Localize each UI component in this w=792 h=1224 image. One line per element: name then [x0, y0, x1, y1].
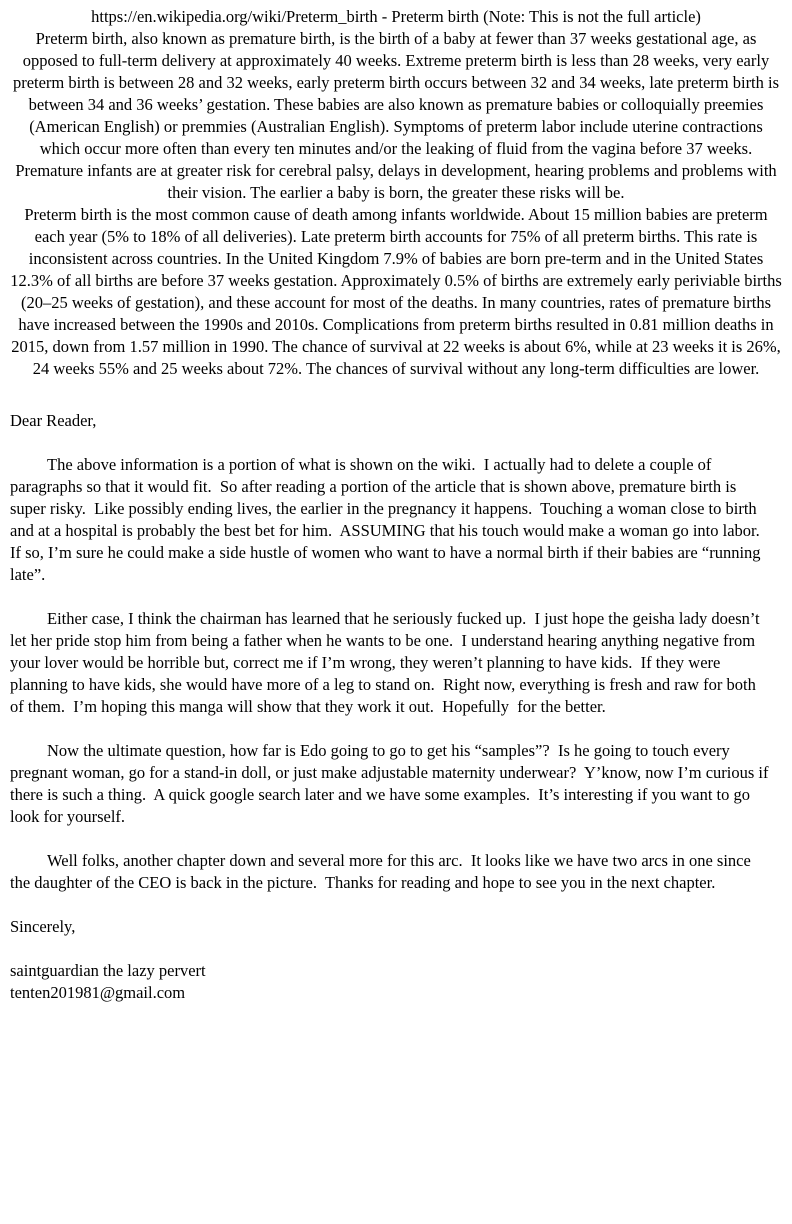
wiki-paragraph-2: Preterm birth is the most common cause of death among infants worldwide. About 15 million babies are preterm each year (5% to 18% of all deliveries). Late preterm birth accounts for 75% of all preterm births. This rate is inconsistent across countries. In the United Kingdom 7.9% of babies are born pre-term and in the United States 12.3% of all births are before 37 weeks gestation. Approximately 0.5% of births are extremely early periviable births (20–25 weeks of gestation), and these account for most of the deaths. In many countries, rates of premature births have increased between the 1990s and 2010s. Complications from preterm births resulted in 0.81 million deaths in 2015, down from 1.57 million in 1990. The chance of survival at 22 weeks is about 6%, while at 23 weeks it is 26%, 24 weeks 55% and 25 weeks about 72%. The chances of survival without any long-term difficulties are lower.: [10, 205, 782, 378]
wiki-excerpt: [0, 6, 792, 380]
letter-paragraph-3: Now the ultimate question, how far is Edo going to go to get his “samples”? Is he going to touch every pregnant woman, go for a stand-in doll, or just make adjustable maternity underwear? Y’know, now I’m curious if there is such a thing. A quick google search later and we have some examples. It’s interesting if you want to go look for yourself.: [10, 741, 773, 826]
letter-body: [0, 410, 792, 1004]
signature-email: tenten201981@gmail.com: [10, 983, 186, 1002]
letter-closing: Sincerely,: [10, 917, 76, 936]
wiki-paragraph-1: Preterm birth, also known as premature birth, is the birth of a baby at fewer than 37 weeks gestational age, as opposed to full-term delivery at approximately 40 weeks. Extreme preterm birth is less than 28 weeks, very early preterm birth is between 28 and 32 weeks, early preterm birth occurs between 32 and 34 weeks, late preterm birth is between 34 and 36 weeks’ gestation. These babies are also known as premature babies or colloquially preemies (American English) or premmies (Australian English). Symptoms of preterm labor include uterine contractions which occur more often than every ten minutes and/or the leaking of fluid from the vagina before 37 weeks. Premature infants are at greater risk for cerebral palsy, delays in development, hearing problems and problems with their vision. The earlier a baby is born, the greater these risks will be.: [12, 29, 780, 202]
letter-salutation: Dear Reader,: [10, 411, 97, 430]
letter-paragraph-1: The above information is a portion of what is shown on the wiki. I actually had to delete a couple of paragraphs so that it would fit. So after reading a portion of the article that is shown above, premature birth is super risky. Like possibly ending lives, the earlier in the pregnancy it happens. Touching a woman close to birth and at a hospital is probably the best bet for him. ASSUMING that his touch would make a woman go into labor. If so, I’m sure he could make a side hustle of women who want to have a normal birth if their babies are “running late”.: [10, 455, 768, 584]
letter-paragraph-2: Either case, I think the chairman has learned that he seriously fucked up. I just hope the geisha lady doesn’t let her pride stop him from being a father when he wants to be one. I understand hearing anything negative from your lover would be horrible but, correct me if I’m wrong, they weren’t planning to have kids. If they were planning to have kids, she would have more of a leg to stand on. Right now, everything is fresh and raw for both of them. I’m hoping this manga will show that they work it out. Hopefully for the better.: [10, 609, 764, 716]
letter-paragraph-4: Well folks, another chapter down and several more for this arc. It looks like we have two arcs in one since the daughter of the CEO is back in the picture. Thanks for reading and hope to see you in the next chapter.: [10, 851, 755, 892]
wiki-source-line: https://en.wikipedia.org/wiki/Preterm_birth - Preterm birth (Note: This is not the full article): [91, 7, 701, 26]
signature-name: saintguardian the lazy pervert: [10, 961, 206, 980]
